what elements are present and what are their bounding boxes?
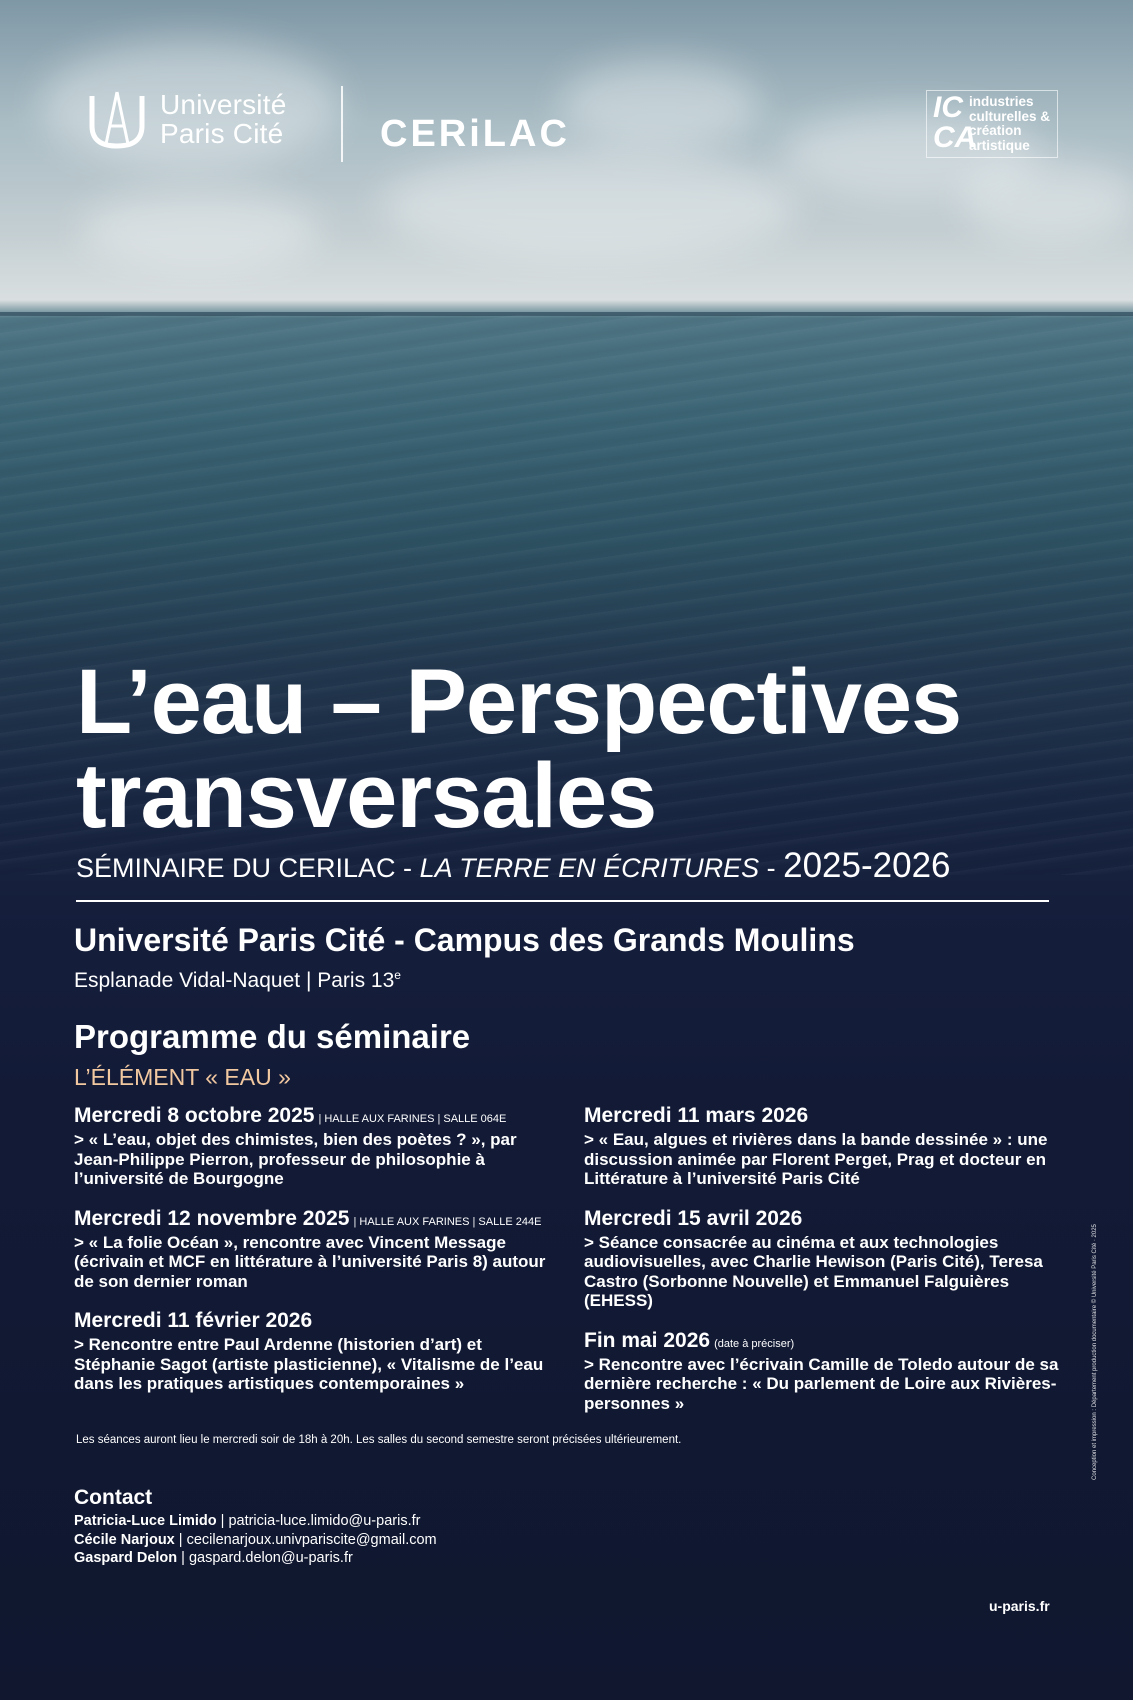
universite-mark-icon bbox=[84, 86, 150, 152]
programme-heading: Programme du séminaire bbox=[74, 1018, 471, 1055]
address-sup: e bbox=[394, 968, 401, 982]
event-item bbox=[74, 1309, 554, 1394]
title-line1: L’eau – Perspectives bbox=[76, 651, 962, 753]
contact-email[interactable]: | patricia-luce.limido@u-paris.fr bbox=[220, 1513, 421, 1529]
event-item bbox=[584, 1329, 1064, 1414]
ica-ca: CA bbox=[933, 121, 977, 154]
title-line2: transversales bbox=[76, 745, 657, 847]
subtitle-year: 2025-2026 bbox=[783, 846, 951, 885]
event-item bbox=[74, 1207, 554, 1292]
website-link[interactable]: u-paris.fr bbox=[989, 1598, 1050, 1614]
event-date-line bbox=[584, 1329, 1064, 1353]
event-description: > « L’eau, objet des chimistes, bien des poètes ? », par Jean-Philippe Pierron, professeur de philosophie à l’université de Bourgogne bbox=[74, 1130, 517, 1188]
event-item bbox=[584, 1104, 1064, 1189]
event-description: > Rencontre avec l’écrivain Camille de Toledo autour de sa dernière recherche : « Du parlement de Loire aux Rivières-personnes » bbox=[584, 1354, 1059, 1413]
subtitle-series: LA TERRE EN ÉCRITURES bbox=[419, 853, 760, 883]
venue: Université Paris Cité - Campus des Grands Moulins bbox=[74, 922, 855, 958]
contact-name: Patricia-Luce Limido bbox=[74, 1513, 217, 1529]
event-item bbox=[584, 1207, 1064, 1311]
ica-line3: création bbox=[969, 123, 1022, 138]
event-description: > « La folie Océan », rencontre avec Vincent Message (écrivain et MCF en littérature à l’université Paris 8) autour de son dernier roman bbox=[74, 1232, 546, 1291]
event-date: Mercredi 11 février 2026 bbox=[74, 1309, 313, 1332]
contact-row bbox=[74, 1512, 437, 1531]
contact-heading: Contact bbox=[74, 1486, 153, 1509]
event-date: Mercredi 11 mars 2026 bbox=[584, 1104, 809, 1127]
address-text: Esplanade Vidal-Naquet | Paris 13 bbox=[74, 969, 395, 992]
event-date-line bbox=[584, 1104, 1064, 1128]
logo-divider bbox=[341, 86, 343, 162]
ica-line1: industries bbox=[969, 94, 1034, 109]
contact-email[interactable]: | gaspard.delon@u-paris.fr bbox=[181, 1550, 353, 1566]
event-date-line bbox=[74, 1207, 554, 1231]
events-right-column bbox=[584, 1104, 1064, 1431]
address bbox=[74, 968, 401, 993]
event-description: > Séance consacrée au cinéma et aux technologies audiovisuelles, avec Charlie Hewison (Paris Cité), Teresa Castro (Sorbonne Nouvelle) et Emmanuel Falguières (EHESS) bbox=[584, 1232, 1043, 1310]
event-date-line bbox=[584, 1207, 1064, 1231]
event-item bbox=[74, 1104, 554, 1189]
subtitle-lead: SÉMINAIRE DU CERILAC - bbox=[76, 853, 420, 883]
seminar-subtitle bbox=[76, 846, 951, 886]
universite-line1: Université bbox=[160, 89, 287, 120]
event-date: Mercredi 12 novembre 2025 bbox=[74, 1206, 350, 1230]
ica-logo bbox=[926, 90, 1058, 158]
event-description: > « Eau, algues et rivières dans la bande dessinée » : une discussion animée par Florent Perget, Prag et docteur en Littérature à l’université Paris Cité bbox=[584, 1130, 1048, 1188]
event-date: Mercredi 15 avril 2026 bbox=[584, 1206, 803, 1230]
divider-line bbox=[76, 900, 1049, 902]
contact-email[interactable]: | cecilenarjoux.univpariscite@gmail.com bbox=[178, 1531, 437, 1548]
contact-name: Gaspard Delon bbox=[74, 1550, 178, 1566]
ica-line2: culturelles & bbox=[969, 108, 1051, 124]
production-credit: Conception et impression : Département production documentaire © Université Paris Cité · 2025 bbox=[1092, 1224, 1098, 1480]
cerilac-logo: CERiLAC bbox=[380, 113, 570, 155]
event-date: Fin mai 2026 bbox=[584, 1328, 711, 1352]
event-date-line bbox=[74, 1309, 554, 1333]
universite-line2: Paris Cité bbox=[160, 118, 284, 149]
poster-title bbox=[76, 651, 962, 847]
event-date: Mercredi 8 octobre 2025 bbox=[74, 1104, 315, 1127]
contact-list bbox=[74, 1512, 437, 1568]
element-heading: L’ÉLÉMENT « EAU » bbox=[74, 1064, 291, 1090]
schedule-note: Les séances auront lieu le mercredi soir de 18h à 20h. Les salles du second semestre seront précisées ultérieurement. bbox=[76, 1434, 682, 1446]
subtitle-sep: - bbox=[759, 853, 784, 883]
contact-row bbox=[74, 1549, 437, 1568]
event-location: | HALLE AUX FARINES | SALLE 064E bbox=[318, 1113, 507, 1125]
universite-paris-cite-logo bbox=[84, 86, 286, 152]
ica-ic: IC bbox=[933, 91, 963, 124]
event-description: > Rencontre entre Paul Ardenne (historien d’art) et Stéphanie Sagot (artiste plasticienne), « Vitalisme de l’eau dans les pratiques artistiques contemporaines » bbox=[74, 1335, 544, 1393]
contact-row bbox=[74, 1531, 437, 1550]
events-left-column bbox=[74, 1104, 554, 1412]
event-location: | HALLE AUX FARINES | SALLE 244E bbox=[353, 1215, 542, 1228]
event-location: (date à préciser) bbox=[714, 1337, 795, 1350]
contact-name: Cécile Narjoux bbox=[74, 1531, 175, 1548]
event-date-line bbox=[74, 1104, 554, 1128]
ica-line4: artistique bbox=[969, 137, 1030, 153]
